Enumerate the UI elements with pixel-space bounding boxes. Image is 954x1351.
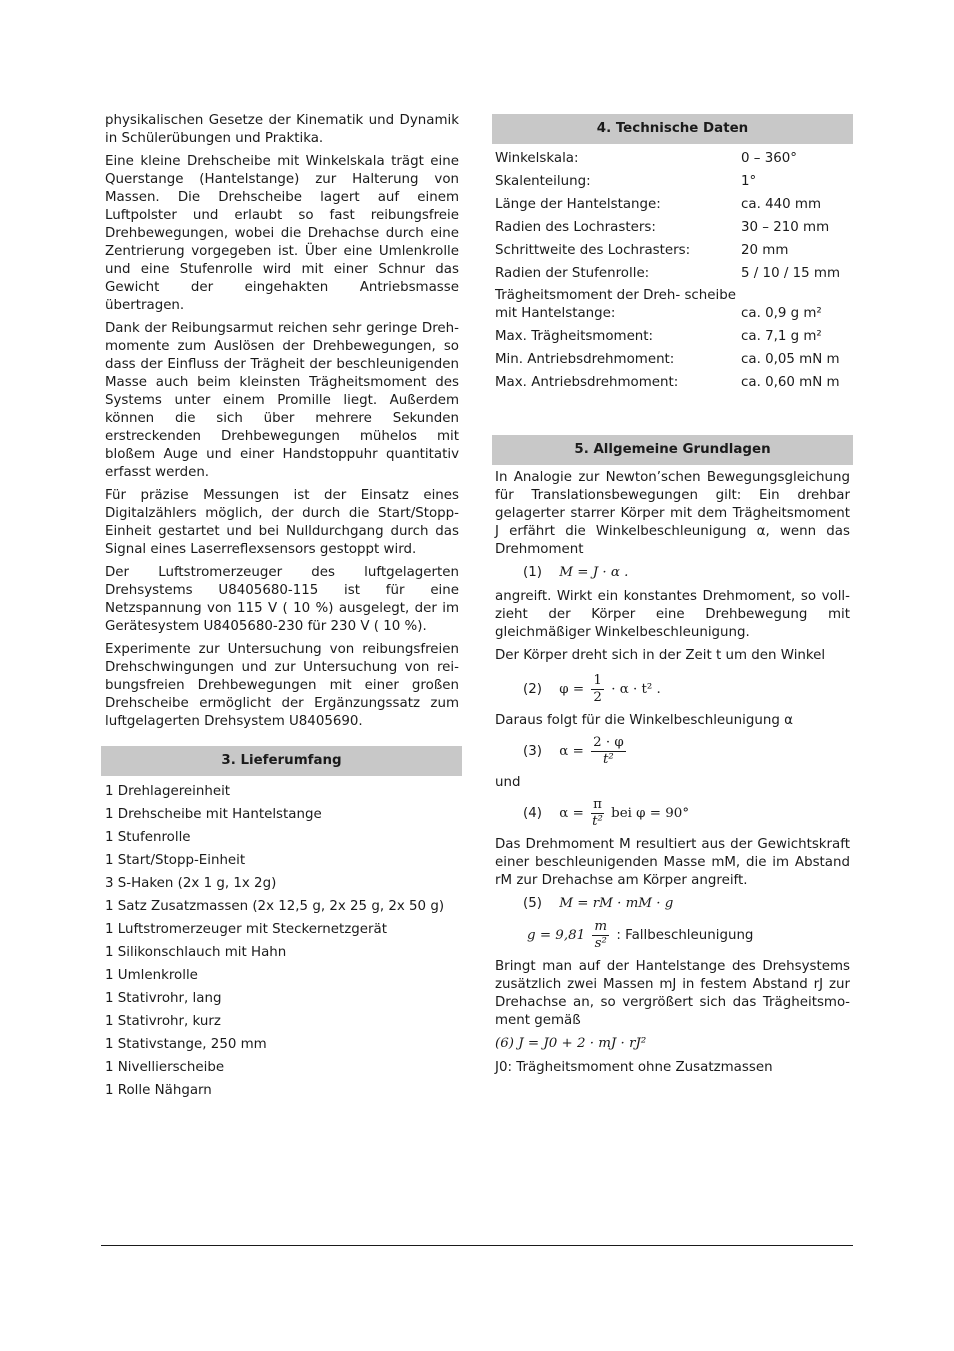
spec-label: Max. Trägheitsmoment:: [495, 329, 654, 344]
spec-label: Radien des Lochrasters:: [495, 220, 656, 235]
table-row: [492, 214, 853, 237]
paragraph: J0: Trägheitsmoment ohne Zusatzmassen: [495, 1060, 773, 1075]
section-allgemeine-grundlagen: [492, 435, 853, 1082]
fraction-denominator: s²: [594, 936, 607, 951]
equation-lhs: φ =: [559, 682, 585, 697]
equation-4: [523, 797, 850, 830]
table-row: [492, 168, 853, 191]
spec-label: Winkelskala:: [495, 151, 579, 166]
fraction-denominator: t²: [603, 752, 614, 767]
table-row: [492, 145, 853, 168]
table-row: [492, 323, 853, 346]
spec-label: Skalenteilung:: [495, 174, 591, 189]
spec-value: ca. 0,9 g m²: [741, 306, 822, 321]
fraction-numerator: 1: [593, 673, 602, 688]
fraction: [592, 919, 609, 952]
equation-rhs: bei φ = 90°: [611, 806, 690, 821]
spec-value: 1°: [741, 174, 757, 189]
equation-number: (3): [523, 744, 542, 759]
paragraph: Eine kleine Drehscheibe mit Winkelskala trägt eine Querstange (Hantelstange) zur Halterung von Massen. Die Drehscheibe lagert auf einem Luftpolster und erlaubt so fast reibungsfreie Drehbewegungen, wobei die Drehachse durch eine Zentrierung vorgegeben ist. Über eine Umlenkrolle und eine Stufenrolle wird mit einer Schnur das Gewicht der eingehakten Antriebsmasse übertragen.: [105, 154, 459, 313]
fraction-numerator: 2 · φ: [593, 735, 624, 750]
list-item: 1 Start/Stopp-Einheit: [105, 853, 246, 868]
equation-g: [527, 919, 850, 952]
section-heading: 4. Technische Daten: [492, 114, 853, 144]
equation-number: (5): [523, 896, 542, 911]
equation-text: M = rM · mM · g: [559, 896, 674, 911]
spec-table: [492, 145, 853, 392]
paragraph: Das Drehmoment M resultiert aus der Gewichtskraft einer beschleunigenden Masse mM, die im Abstand rM zur Drehachse am Körper angreift.: [495, 837, 850, 888]
spec-label: Schrittweite des Lochrasters:: [495, 243, 691, 258]
fraction-numerator: π: [593, 797, 602, 812]
spec-value: 0 – 360°: [741, 151, 797, 166]
list-item: 1 Luftstromerzeuger mit Steckernetzgerät: [105, 922, 387, 937]
spec-value: ca. 7,1 g m²: [741, 329, 822, 344]
table-row: [492, 260, 853, 283]
equation-number: (4): [523, 806, 542, 821]
paragraph: angreift. Wirkt ein konstantes Drehmoment, so vollzieht der Körper eine Drehbewegung mit gleichmäßiger Winkelbeschleunigung.: [495, 589, 850, 640]
equation-lhs: α =: [559, 806, 584, 821]
footer-rule: [101, 1245, 853, 1246]
section-lieferumfang: [101, 746, 462, 1102]
table-row: [492, 191, 853, 214]
equation-rhs: : Fallbeschleunigung: [616, 928, 754, 943]
list-item: 1 Drehscheibe mit Hantelstange: [105, 807, 322, 822]
list-item: 1 Stativrohr, kurz: [105, 1014, 221, 1029]
list-item: 1 Stufenrolle: [105, 830, 191, 845]
paragraph: Bringt man auf der Hantelstange des Drehsystems zusätzlich zwei Massen mJ in festem Abstand rJ zur Drehachse an, so vergrößert sich das Trägheitsmoment gemäß: [495, 959, 850, 1028]
paragraph: physikalischen Gesetze der Kinematik und Dynamik in Schülerübungen und Praktika.: [105, 113, 459, 146]
section-body: [492, 465, 853, 1077]
list-item: 1 Nivellierscheibe: [105, 1060, 225, 1075]
list-item: 1 Silikonschlauch mit Hahn: [105, 945, 287, 960]
paragraph: Der Körper dreht sich in der Zeit t um den Winkel: [495, 648, 826, 663]
spec-value: ca. 440 mm: [741, 197, 821, 212]
paragraph: Der Luftstromerzeuger des luftgelagerten Drehsystems U8405680-115 ist für eine Netzspannung von 115 V ( 10 %) ausgelegt, der im Gerätesystem U8405680-230 für 230 V ( 10 %).: [105, 565, 459, 634]
section-technische-daten: [492, 114, 853, 392]
spec-value: ca. 0,05 mN m: [741, 352, 840, 367]
spec-value: 5 / 10 / 15 mm: [741, 266, 840, 281]
equation-text: (6) J = J0 + 2 · mJ · rJ²: [495, 1036, 647, 1051]
spec-value: ca. 0,60 mN m: [741, 375, 840, 390]
list-item: 1 Satz Zusatzmassen (2x 12,5 g, 2x 25 g, 2x 50 g): [105, 899, 445, 914]
list-item: 1 Stativstange, 250 mm: [105, 1037, 267, 1052]
section-heading: 3. Lieferumfang: [101, 746, 462, 776]
table-row: [492, 369, 853, 392]
spec-label: Trägheitsmoment der Dreh- scheibe mit Hantelstange:: [495, 288, 736, 321]
equation-text: M = J · α .: [559, 565, 629, 580]
fraction-denominator: t²: [592, 814, 603, 829]
fraction-numerator: m: [594, 919, 608, 934]
left-column: [105, 112, 459, 736]
paragraph: Für präzise Messungen ist der Einsatz eines Digitalzählers möglich, der durch die Start/Stopp-Einheit gestartet und bei Nulldurchgang durch das Signal eines Laserreflexsensors gestoppt wird.: [105, 488, 459, 557]
table-row: [492, 346, 853, 369]
equation-number: (1): [523, 565, 542, 580]
spec-label: Radien der Stufenrolle:: [495, 266, 650, 281]
spec-label: Max. Antriebsdrehmoment:: [495, 375, 679, 390]
section-heading: 5. Allgemeine Grundlagen: [492, 435, 853, 465]
spec-label: Länge der Hantelstange:: [495, 197, 661, 212]
equation-6: [495, 1035, 850, 1053]
fraction: [591, 797, 604, 830]
equation-2: [523, 673, 850, 706]
list-item: 3 S-Haken (2x 1 g, 1x 2g): [105, 876, 277, 891]
table-row: [492, 237, 853, 260]
equation-lhs: g = 9,81: [527, 928, 586, 943]
equation-5: [523, 895, 850, 913]
paragraph: Daraus folgt für die Winkelbeschleunigung α: [495, 713, 793, 728]
paragraph: und: [495, 775, 521, 790]
paragraph: In Analogie zur Newton’schen Bewegungsgleichung für Translationsbewegungen gilt: Ein drehbar gelagerter starrer Körper mit dem Trägheitsmoment J erfährt die Winkelbeschleunigung α, wenn das Drehmoment: [495, 470, 850, 557]
equation-1: [523, 564, 850, 582]
equation-rhs: · α · t² .: [611, 682, 661, 697]
fraction: [591, 735, 626, 768]
equation-lhs: α =: [559, 744, 584, 759]
equation-number: (2): [523, 682, 542, 697]
list-item: 1 Umlenkrolle: [105, 968, 198, 983]
spec-label: Min. Antriebsdrehmoment:: [495, 352, 675, 367]
equation-3: [523, 735, 850, 768]
delivery-list: [105, 780, 462, 1102]
spec-value: 30 – 210 mm: [741, 220, 830, 235]
list-item: 1 Drehlagereinheit: [105, 784, 231, 799]
list-item: 1 Stativrohr, lang: [105, 991, 222, 1006]
paragraph: Dank der Reibungsarmut reichen sehr geringe Drehmomente zum Auslösen der Drehbewegungen, so dass der Einfluss der Trägheit der beschleunigenden Masse auch beim kleinsten Trägheitsmoment des Systems unter einem Promille liegt. Außerdem können die sich über mehrere Sekunden erstreckenden Drehbewegungen mühelos mit bloßem Auge und einer Handstoppuhr quantitativ erfasst werden.: [105, 321, 459, 480]
fraction: [591, 673, 604, 706]
list-item: 1 Rolle Nähgarn: [105, 1083, 212, 1098]
spec-value: 20 mm: [741, 243, 789, 258]
table-row: [492, 283, 853, 323]
fraction-denominator: 2: [593, 690, 602, 705]
paragraph: Experimente zur Untersuchung von reibungsfreien Drehschwingungen und zur Untersuchung von reibungsfreien Drehbewegungen mit einer großen Drehscheibe ermöglicht der Ergänzungssatz zum luftgelagerten Drehsystem U8405690.: [105, 642, 459, 729]
